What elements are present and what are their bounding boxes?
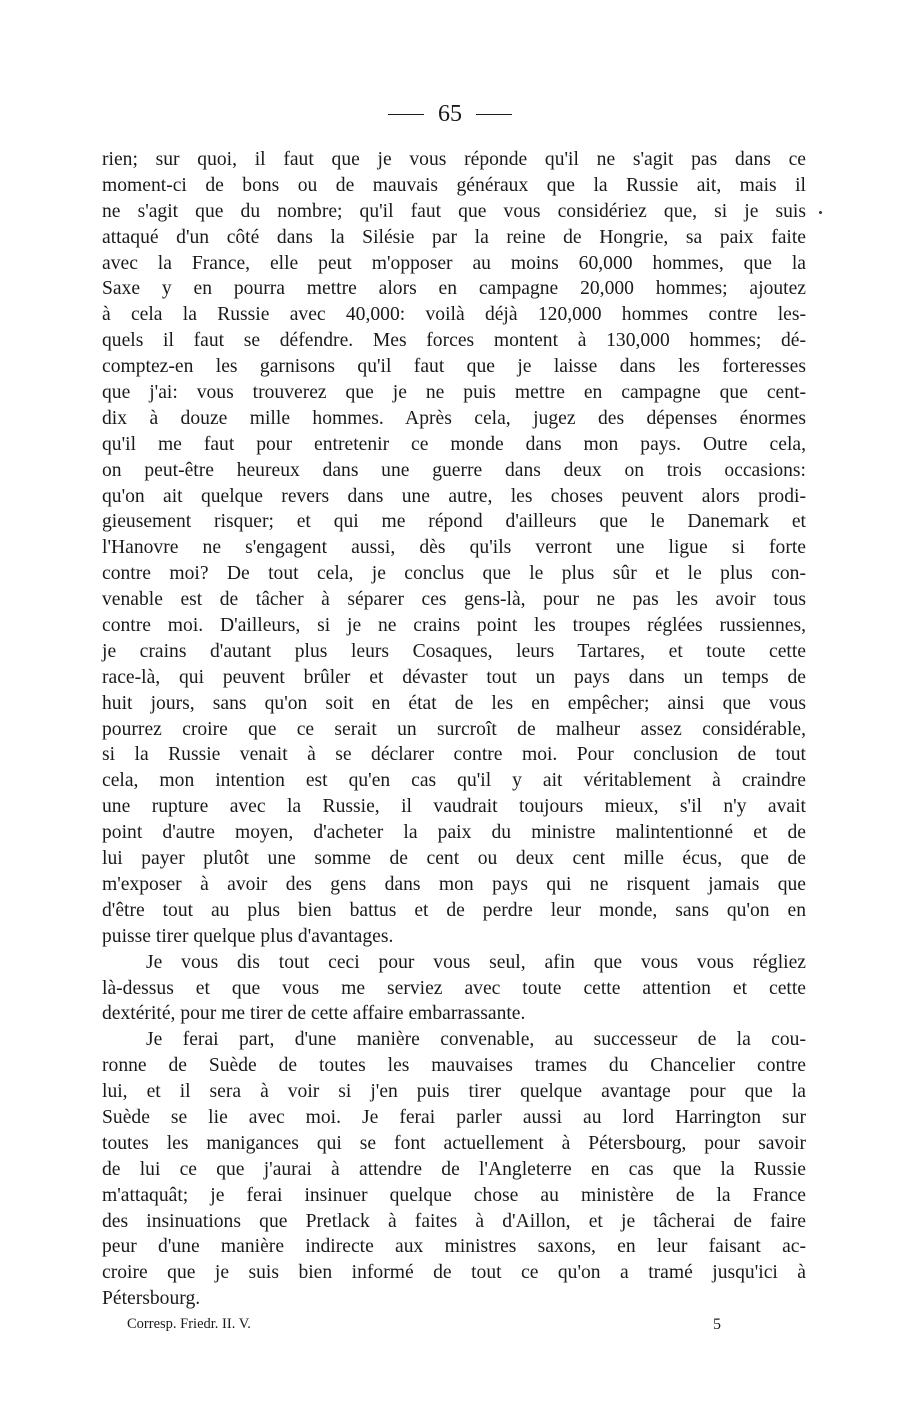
text-line: Suède se lie avec moi. Je ferai parler aussi au lord Harrington sur xyxy=(102,1106,806,1128)
paragraph xyxy=(102,1027,806,1312)
text-line: d'être tout au plus bien battus et de perdre leur monde, sans qu'on en xyxy=(102,899,806,921)
text-line: venable est de tâcher à séparer ces gens-là, pour ne pas les avoir tous xyxy=(102,589,806,611)
text-line: cela, mon intention est qu'en cas qu'il y ait véritablement à craindre xyxy=(102,770,806,792)
text-line: point d'autre moyen, d'acheter la paix du ministre malintentionné et de xyxy=(102,822,806,844)
text-line: l'Hanovre ne s'engagent aussi, dès qu'ils verront une ligue si forte xyxy=(102,537,806,559)
text-line: lui payer plutôt une somme de cent ou deux cent mille écus, que de xyxy=(102,848,806,870)
text-line: je crains d'autant plus leurs Cosaques, leurs Tartares, et toute cette xyxy=(102,640,806,662)
text-line: là-dessus et que vous me serviez avec toute cette attention et cette xyxy=(102,977,806,999)
text-line: comptez-en les garnisons qu'il faut que je laisse dans les forteresses xyxy=(102,356,806,378)
text-line: avec la France, elle peut m'opposer au moins 60,000 hommes, que la xyxy=(102,252,806,274)
margin-mark xyxy=(819,211,822,214)
text-line: dix à douze mille hommes. Après cela, jugez des dépenses énormes xyxy=(102,407,806,429)
text-line: gieusement risquer; et qui me répond d'ailleurs que le Danemark et xyxy=(102,511,806,533)
text-line: Saxe y en pourra mettre alors en campagne 20,000 hommes; ajoutez xyxy=(102,278,806,300)
text-line: race-là, qui peuvent brûler et dévaster tout un pays dans un temps de xyxy=(102,666,806,688)
text-line: des insinuations que Pretlack à faites à d'Aillon, et je tâcherai de faire xyxy=(102,1210,806,1232)
text-line: on peut-être heureux dans une guerre dans deux on trois occasions: xyxy=(102,459,806,481)
header-left-rule xyxy=(388,114,424,115)
text-line: à cela la Russie avec 40,000: voilà déjà 120,000 hommes contre les- xyxy=(102,304,806,326)
header-right-rule xyxy=(476,114,512,115)
text-line: m'exposer à avoir des gens dans mon pays qui ne risquent jamais que xyxy=(102,873,806,895)
page-footer xyxy=(127,1316,727,1333)
page-number: 65 xyxy=(438,100,462,127)
text-line: quels il faut se défendre. Mes forces montent à 130,000 hommes; dé- xyxy=(102,330,806,352)
text-line: ne s'agit que du nombre; qu'il faut que vous considériez que, si je suis xyxy=(102,200,806,222)
text-line: qu'il me faut pour entretenir ce monde dans mon pays. Outre cela, xyxy=(102,433,806,455)
text-line: ronne de Suède de toutes les mauvaises trames du Chancelier contre xyxy=(102,1055,806,1077)
text-line: dextérité, pour me tirer de cette affaire embarrassante. xyxy=(102,1003,526,1025)
text-line: pourrez croire que ce serait un surcroît de malheur assez considérable, xyxy=(102,718,806,740)
text-line: rien; sur quoi, il faut que je vous réponde qu'il ne s'agit pas dans ce xyxy=(102,149,806,170)
text-line: attaqué d'un côté dans la Silésie par la reine de Hongrie, sa paix faite xyxy=(102,226,806,248)
text-line: qu'on ait quelque revers dans une autre, les choses peuvent alors prodi- xyxy=(102,485,806,507)
text-line: Je vous dis tout ceci pour vous seul, afin que vous vous régliez xyxy=(146,951,806,973)
page-header xyxy=(0,100,900,128)
text-line: puisse tirer quelque plus d'avantages. xyxy=(102,925,394,947)
text-line: de lui ce que j'aurai à attendre de l'Angleterre en cas que la Russie xyxy=(102,1158,806,1180)
paragraph xyxy=(102,147,806,950)
signature-mark: 5 xyxy=(713,1316,721,1333)
text-line: que j'ai: vous trouverez que je ne puis mettre en campagne que cent- xyxy=(102,382,806,404)
text-line: croire que je suis bien informé de tout ce qu'on a tramé jusqu'ici à xyxy=(102,1262,806,1284)
text-line: contre moi? De tout cela, je conclus que le plus sûr et le plus con- xyxy=(102,563,806,585)
text-line: toutes les manigances qui se font actuellement à Pétersbourg, pour savoir xyxy=(102,1132,806,1154)
text-line: contre moi. D'ailleurs, si je ne crains point les troupes réglées russiennes, xyxy=(102,615,806,637)
text-line: lui, et il sera à voir si j'en puis tirer quelque avantage pour que la xyxy=(102,1081,806,1103)
text-line: Pétersbourg. xyxy=(102,1288,201,1310)
text-line: m'attaquât; je ferai insinuer quelque chose au ministère de la France xyxy=(102,1184,806,1206)
paragraph xyxy=(102,950,806,1028)
footer-source: Corresp. Friedr. II. V. xyxy=(127,1316,251,1332)
text-line: Je ferai part, d'une manière convenable, au successeur de la cou- xyxy=(146,1029,806,1051)
text-line: une rupture avec la Russie, il vaudrait toujours mieux, s'il n'y avait xyxy=(102,796,806,818)
body-text xyxy=(102,147,806,1312)
text-line: si la Russie venait à se déclarer contre moi. Pour conclusion de tout xyxy=(102,744,806,766)
text-line: huit jours, sans qu'on soit en état de les en empêcher; ainsi que vous xyxy=(102,692,806,714)
text-line: moment-ci de bons ou de mauvais généraux que la Russie ait, mais il xyxy=(102,174,806,196)
text-line: peur d'une manière indirecte aux ministres saxons, en leur faisant ac- xyxy=(102,1236,806,1258)
